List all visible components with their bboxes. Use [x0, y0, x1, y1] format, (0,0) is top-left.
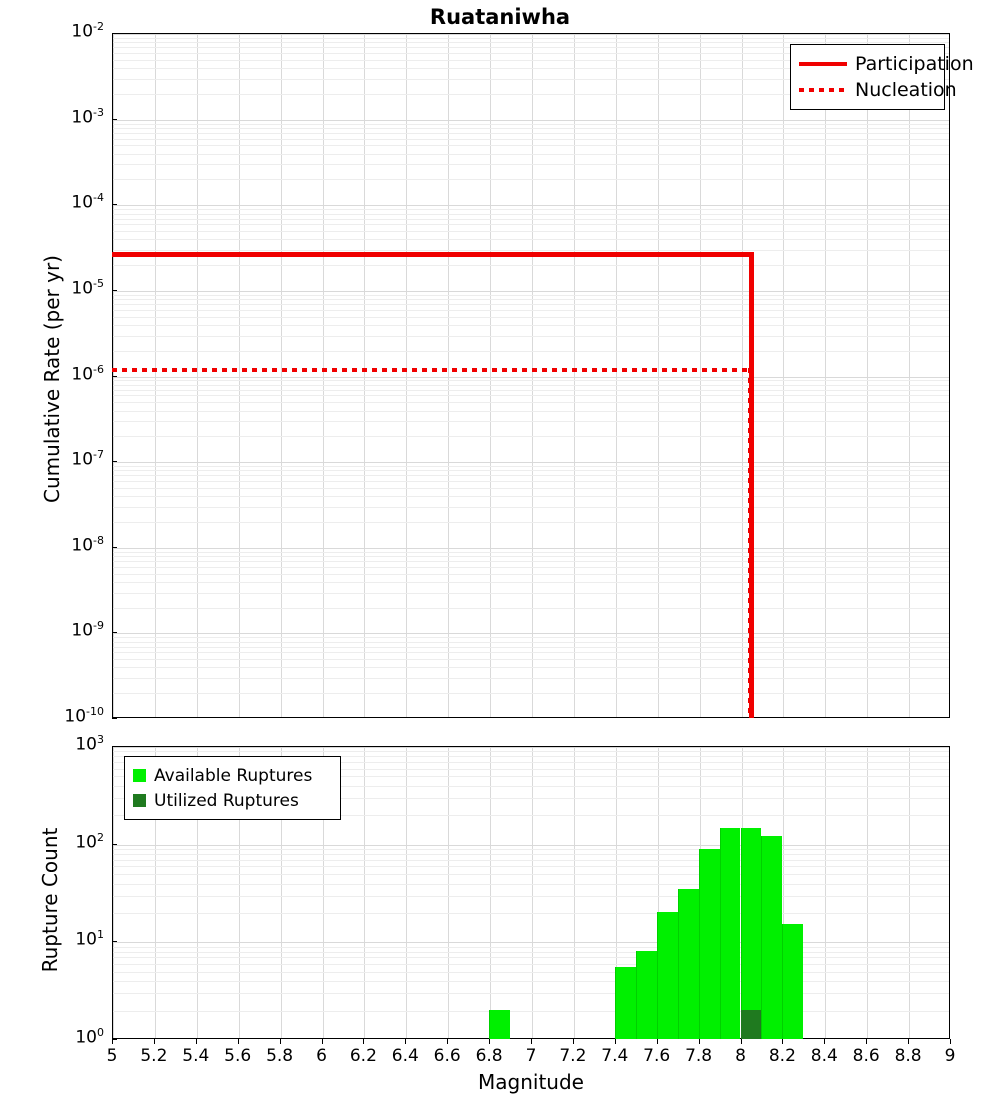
available-rupture-bar	[741, 828, 762, 1039]
gridline-horizontal-minor	[113, 913, 949, 914]
gridline-vertical	[532, 34, 533, 717]
x-tick-label: 6.8	[475, 1046, 503, 1066]
x-tickmark	[238, 1039, 239, 1044]
page-title: Ruataniwha	[429, 5, 571, 29]
x-tick-label: 8.8	[894, 1046, 922, 1066]
gridline-vertical	[700, 34, 701, 717]
gridline-vertical	[490, 34, 491, 717]
gridline-horizontal-minor	[113, 436, 949, 437]
x-tick-label: 9	[944, 1046, 956, 1066]
gridline-horizontal-minor	[113, 38, 949, 39]
gridline-horizontal-minor	[113, 652, 949, 653]
nucleation-curve-horizontal	[112, 368, 751, 372]
gridline-horizontal-major	[113, 633, 949, 634]
gridline-horizontal-minor	[113, 214, 949, 215]
gridline-horizontal-minor	[113, 295, 949, 296]
x-tick-label: 5.8	[266, 1046, 294, 1066]
gridline-horizontal-major	[113, 377, 949, 378]
y-tickmark	[112, 941, 117, 942]
gridline-horizontal-minor	[113, 351, 949, 352]
solid-line-icon	[799, 55, 847, 73]
gridline-horizontal-minor	[113, 219, 949, 220]
x-tick-label: 5.6	[224, 1046, 252, 1066]
x-tick-label: 5	[106, 1046, 118, 1066]
bottom-panel-ytick: $10^1$	[75, 928, 104, 950]
bottom-panel-ylabel: Rupture Count	[38, 827, 62, 973]
gridline-horizontal-minor	[113, 421, 949, 422]
gridline-vertical	[616, 34, 617, 717]
gridline-horizontal-major	[113, 845, 949, 846]
gridline-horizontal-minor	[113, 947, 949, 948]
x-tick-label: 8.2	[768, 1046, 796, 1066]
color-swatch-icon	[133, 769, 146, 782]
gridline-horizontal-minor	[113, 952, 949, 953]
gridline-vertical	[323, 34, 324, 717]
dotted-line-icon	[799, 81, 847, 99]
x-tickmark	[280, 1039, 281, 1044]
line-sample	[799, 88, 847, 92]
gridline-horizontal-minor	[113, 380, 949, 381]
gridline-vertical	[825, 34, 826, 717]
x-tickmark	[615, 1039, 616, 1044]
x-tick-label: 5.4	[182, 1046, 210, 1066]
legend-label: Available Ruptures	[154, 765, 313, 786]
gridline-horizontal-minor	[113, 993, 949, 994]
gridline-vertical	[742, 34, 743, 717]
x-tickmark	[657, 1039, 658, 1044]
gridline-horizontal-minor	[113, 224, 949, 225]
x-tick-label: 7.6	[643, 1046, 671, 1066]
gridline-horizontal-minor	[113, 304, 949, 305]
gridline-horizontal-minor	[113, 154, 949, 155]
top-panel-ylabel: Cumulative Rate (per yr)	[40, 255, 64, 503]
gridline-horizontal-minor	[113, 972, 949, 973]
bottom-panel-ytick: $10^3$	[75, 733, 104, 755]
gridline-horizontal-minor	[113, 385, 949, 386]
y-tickmark	[112, 547, 117, 548]
gridline-horizontal-minor	[113, 659, 949, 660]
gridline-horizontal-minor	[113, 981, 949, 982]
gridline-vertical	[867, 34, 868, 717]
gridline-horizontal-minor	[113, 642, 949, 643]
x-tick-label: 8.4	[810, 1046, 838, 1066]
gridline-horizontal-minor	[113, 139, 949, 140]
gridline-horizontal-minor	[113, 496, 949, 497]
gridline-horizontal-major	[113, 205, 949, 206]
top-panel-ytick: $10^{-5}$	[71, 276, 104, 299]
x-tick-label: 8.6	[852, 1046, 880, 1066]
x-tick-label: 5.2	[140, 1046, 168, 1066]
y-tickmark	[112, 376, 117, 377]
top-panel-ytick: $10^{-4}$	[71, 191, 104, 213]
gridline-horizontal-minor	[113, 854, 949, 855]
available-rupture-bar	[636, 951, 657, 1039]
top-panel-ytick: $10^{-6}$	[71, 362, 104, 385]
top-panel-legend	[790, 44, 974, 110]
y-tickmark	[112, 33, 117, 34]
gridline-vertical	[783, 34, 784, 717]
gridline-horizontal-minor	[113, 411, 949, 412]
gridline-vertical	[406, 34, 407, 717]
gridline-horizontal-minor	[113, 556, 949, 557]
gridline-vertical	[448, 34, 449, 717]
x-tickmark	[363, 1039, 364, 1044]
x-tick-label: 6.4	[391, 1046, 419, 1066]
color-swatch-icon	[133, 794, 146, 807]
gridline-horizontal-minor	[113, 593, 949, 594]
gridline-horizontal-major	[113, 291, 949, 292]
gridline-horizontal-minor	[113, 250, 949, 251]
gridline-vertical	[658, 34, 659, 717]
gridline-horizontal-minor	[113, 884, 949, 885]
gridline-vertical	[281, 34, 282, 717]
x-tickmark	[489, 1039, 490, 1044]
top-panel-ytick: $10^{-3}$	[71, 105, 104, 128]
x-tick-label: 6.2	[349, 1046, 377, 1066]
x-tickmark	[405, 1039, 406, 1044]
top-panel-ytick: $10^{-8}$	[71, 533, 104, 556]
bottom-panel-ytick: $10^0$	[75, 1026, 104, 1048]
x-tickmark	[741, 1039, 742, 1044]
utilized-rupture-bar	[741, 1010, 762, 1039]
x-tick-label: 8	[735, 1046, 746, 1066]
legend-label: Nucleation	[855, 79, 957, 101]
cumulative-rate-plot	[112, 33, 950, 718]
gridline-horizontal-minor	[113, 265, 949, 266]
y-tickmark	[112, 119, 117, 120]
gridline-horizontal-minor	[113, 325, 949, 326]
gridline-horizontal-minor	[113, 481, 949, 482]
bottom-panel-xlabel: Magnitude	[478, 1070, 584, 1094]
x-tickmark	[908, 1039, 909, 1044]
gridline-horizontal-minor	[113, 395, 949, 396]
gridline-horizontal-minor	[113, 239, 949, 240]
y-tickmark	[112, 461, 117, 462]
legend-label: Participation	[855, 53, 974, 75]
gridline-vertical	[574, 34, 575, 717]
gridline-horizontal-minor	[113, 874, 949, 875]
x-tick-label: 7.8	[685, 1046, 713, 1066]
x-tickmark	[196, 1039, 197, 1044]
x-tickmark	[824, 1039, 825, 1044]
gridline-horizontal-minor	[113, 667, 949, 668]
x-tick-label: 6.6	[433, 1046, 461, 1066]
top-panel-ytick: $10^{-10}$	[64, 705, 104, 727]
gridline-horizontal-minor	[113, 964, 949, 965]
bottom-panel-ytick: $10^2$	[75, 830, 104, 853]
gridline-horizontal-minor	[113, 336, 949, 337]
line-sample	[799, 62, 847, 66]
gridline-horizontal-minor	[113, 310, 949, 311]
gridline-horizontal-minor	[113, 488, 949, 489]
x-tickmark	[866, 1039, 867, 1044]
gridline-horizontal-minor	[113, 849, 949, 850]
gridline-horizontal-minor	[113, 470, 949, 471]
legend-item[interactable]	[799, 77, 957, 103]
bottom-panel-legend	[124, 756, 341, 820]
gridline-horizontal-minor	[113, 678, 949, 679]
gridline-horizontal-minor	[113, 567, 949, 568]
gridline-horizontal-minor	[113, 522, 949, 523]
gridline-horizontal-minor	[113, 866, 949, 867]
x-tickmark	[782, 1039, 783, 1044]
available-rupture-bar	[489, 1010, 510, 1039]
gridline-horizontal-major	[113, 34, 949, 35]
gridline-horizontal-minor	[113, 128, 949, 129]
x-tickmark	[112, 1039, 113, 1044]
gridline-horizontal-minor	[113, 582, 949, 583]
gridline-horizontal-minor	[113, 637, 949, 638]
y-tickmark	[112, 290, 117, 291]
nucleation-curve-vertical	[748, 368, 752, 718]
available-rupture-bar	[615, 967, 636, 1039]
gridline-horizontal-minor	[113, 317, 949, 318]
x-tick-label: 7	[525, 1046, 537, 1066]
available-rupture-bar	[782, 924, 803, 1039]
gridline-horizontal-major	[113, 462, 949, 463]
gridline-horizontal-major	[113, 942, 949, 943]
gridline-horizontal-minor	[113, 896, 949, 897]
gridline-horizontal-minor	[113, 957, 949, 958]
x-tickmark	[699, 1039, 700, 1044]
gridline-vertical	[239, 34, 240, 717]
gridline-horizontal-minor	[113, 507, 949, 508]
gridline-horizontal-minor	[113, 145, 949, 146]
gridline-vertical	[909, 34, 910, 717]
gridline-horizontal-minor	[113, 231, 949, 232]
available-rupture-bar	[761, 836, 782, 1039]
top-panel-ytick: $10^{-7}$	[71, 448, 104, 470]
x-tick-label: 6	[316, 1046, 327, 1066]
gridline-vertical	[364, 34, 365, 717]
gridline-horizontal-minor	[113, 209, 949, 210]
top-panel-ytick: $10^{-9}$	[71, 619, 104, 642]
x-tickmark	[573, 1039, 574, 1044]
gridline-horizontal-minor	[113, 390, 949, 391]
x-tickmark	[950, 1039, 951, 1044]
gridline-horizontal-minor	[113, 466, 949, 467]
x-tickmark	[531, 1039, 532, 1044]
gridline-horizontal-minor	[113, 751, 949, 752]
gridline-horizontal-minor	[113, 561, 949, 562]
legend-item[interactable]	[133, 763, 332, 788]
available-rupture-bar	[678, 889, 699, 1039]
gridline-horizontal-major	[113, 747, 949, 748]
gridline-horizontal-minor	[113, 179, 949, 180]
gridline-horizontal-minor	[113, 124, 949, 125]
gridline-horizontal-minor	[113, 552, 949, 553]
gridline-horizontal-minor	[113, 608, 949, 609]
gridline-horizontal-major	[113, 548, 949, 549]
y-tickmark	[112, 632, 117, 633]
gridline-vertical	[155, 34, 156, 717]
participation-curve-horizontal	[112, 252, 753, 257]
y-tickmark	[112, 844, 117, 845]
gridline-horizontal-minor	[113, 133, 949, 134]
available-rupture-bar	[720, 828, 741, 1039]
gridline-horizontal-minor	[113, 299, 949, 300]
legend-label: Utilized Ruptures	[154, 790, 299, 811]
x-tick-label: 7.4	[601, 1046, 629, 1066]
gridline-horizontal-minor	[113, 647, 949, 648]
gridline-horizontal-minor	[113, 1011, 949, 1012]
gridline-horizontal-minor	[113, 402, 949, 403]
top-panel-ytick: $10^{-2}$	[71, 20, 104, 42]
legend-item[interactable]	[799, 51, 974, 77]
gridline-vertical	[197, 34, 198, 717]
x-tickmark	[447, 1039, 448, 1044]
available-rupture-bar	[699, 849, 720, 1039]
gridline-horizontal-minor	[113, 693, 949, 694]
available-rupture-bar	[657, 912, 678, 1039]
x-tickmark	[322, 1039, 323, 1044]
gridline-horizontal-major	[113, 120, 949, 121]
x-tickmark	[154, 1039, 155, 1044]
gridline-horizontal-minor	[113, 475, 949, 476]
y-tickmark	[112, 718, 117, 719]
x-tick-label: 7.2	[559, 1046, 587, 1066]
gridline-horizontal-minor	[113, 860, 949, 861]
y-tickmark	[112, 746, 117, 747]
y-tickmark	[112, 204, 117, 205]
gridline-horizontal-minor	[113, 164, 949, 165]
gridline-horizontal-minor	[113, 574, 949, 575]
legend-item[interactable]	[133, 788, 332, 813]
